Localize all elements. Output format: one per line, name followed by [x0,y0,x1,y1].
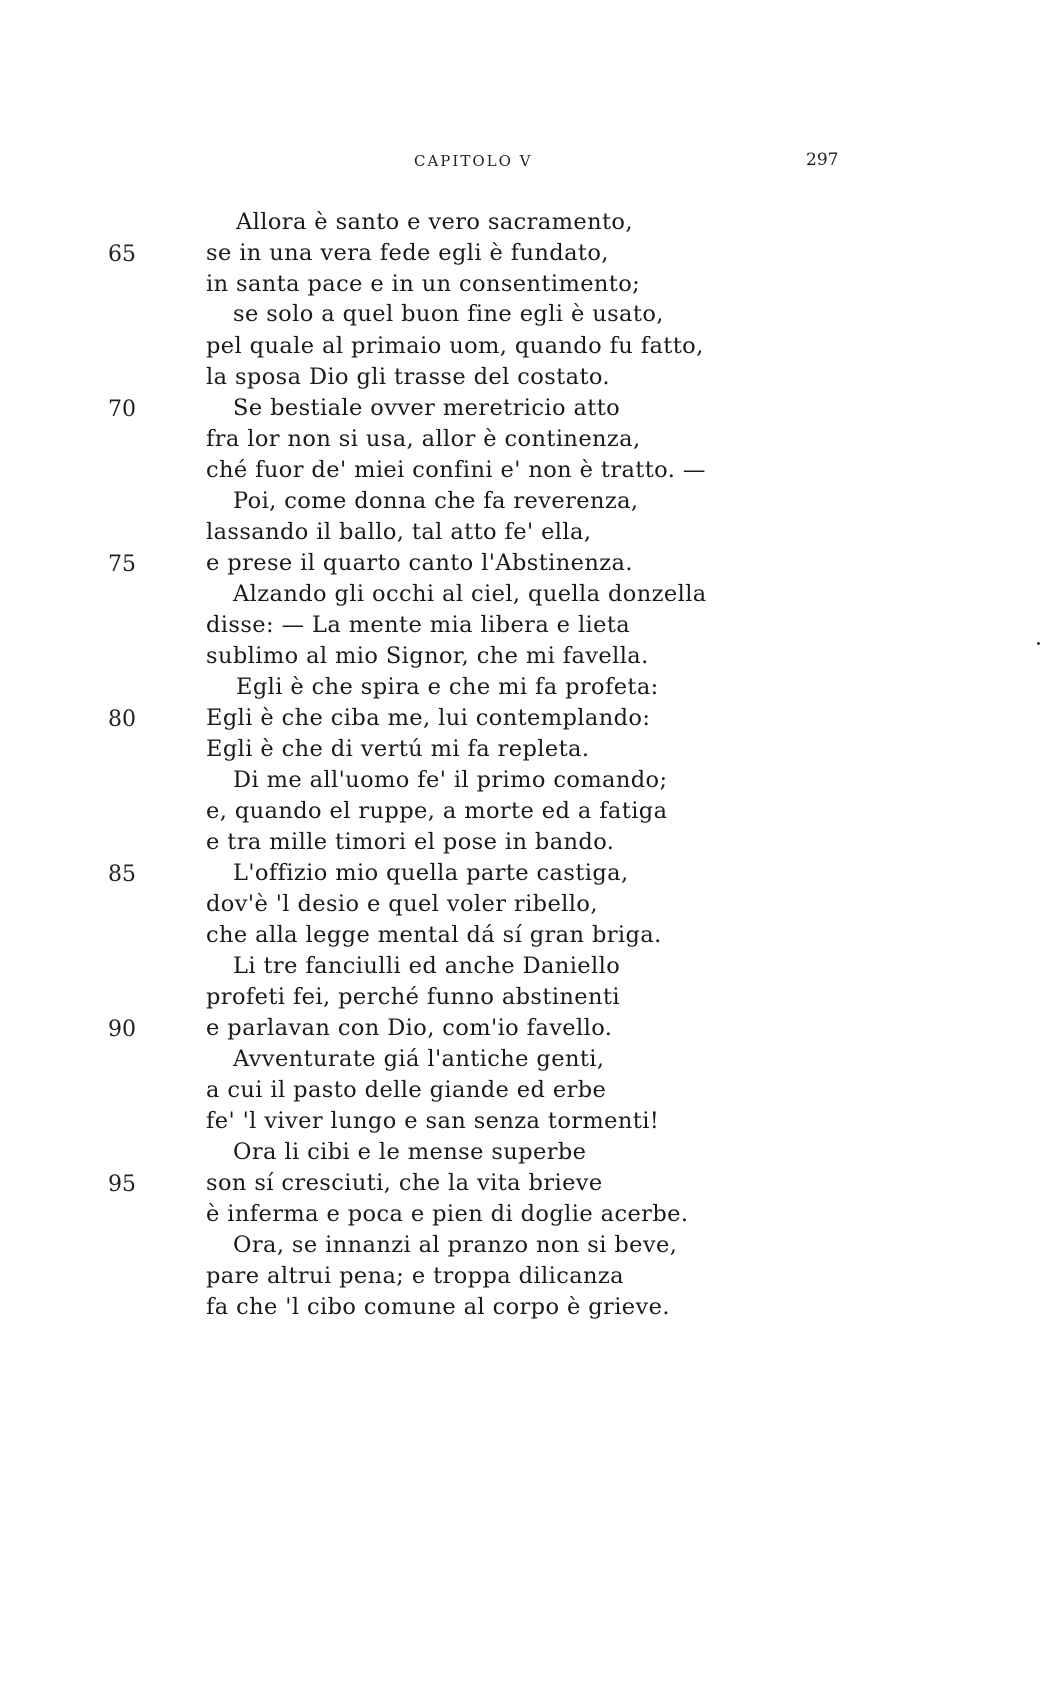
running-head: CAPITOLO V [414,152,533,170]
verse-line: Poi, come donna che fa reverenza, [233,488,639,514]
ink-speck [1037,642,1040,645]
page-number: 297 [806,150,839,170]
verse-line: dov'è 'l desio e quel voler ribello, [206,891,598,917]
verse-line: Egli è che di vertú mi fa repleta. [206,736,590,762]
verse-line: e prese il quarto canto l'Abstinenza. [206,550,633,576]
verse-line: Avventurate giá l'antiche genti, [233,1046,605,1072]
verse-line: Ora, se innanzi al pranzo non si beve, [233,1232,678,1258]
verse-line: Di me all'uomo fe' il primo comando; [233,767,668,793]
verse-line: e parlavan con Dio, com'io favello. [206,1015,613,1041]
line-number: 65 [108,242,136,267]
verse-line: disse: — La mente mia libera e lieta [206,612,631,638]
line-number: 85 [108,862,136,887]
verse-line: Egli è che ciba me, lui contemplando: [206,705,651,731]
verse-line: ché fuor de' miei confini e' non è tratto. — [206,457,706,483]
verse-line: profeti fei, perché funno abstinenti [206,984,620,1010]
verse-line: lassando il ballo, tal atto fe' ella, [206,519,592,545]
verse-line: se in una vera fede egli è fundato, [206,240,609,266]
verse-line: fa che 'l cibo comune al corpo è grieve. [206,1294,670,1320]
verse-line: Se bestiale ovver meretricio atto [233,395,621,421]
verse-line: e, quando el ruppe, a morte ed a fatiga [206,798,668,824]
verse-line: se solo a quel buon fine egli è usato, [233,301,664,327]
line-number: 70 [108,397,136,422]
verse-line: pel quale al primaio uom, quando fu fatto, [206,333,704,359]
verse-line: in santa pace e in un consentimento; [206,271,641,297]
verse-line: la sposa Dio gli trasse del costato. [206,364,610,390]
verse-line: e tra mille timori el pose in bando. [206,829,615,855]
verse-line: son sí cresciuti, che la vita brieve [206,1170,603,1196]
verse-line: sublimo al mio Signor, che mi favella. [206,643,649,669]
verse-line: è inferma e poca e pien di doglie acerbe. [206,1201,689,1227]
verse-line: Li tre fanciulli ed anche Daniello [233,953,621,979]
verse-line: Allora è santo e vero sacramento, [236,209,633,235]
line-number: 75 [108,552,136,577]
line-number: 90 [108,1017,136,1042]
verse-line: Ora li cibi e le mense superbe [233,1139,587,1165]
verse-line: che alla legge mental dá sí gran briga. [206,922,662,948]
line-number: 80 [108,707,136,732]
verse-line: Alzando gli occhi al ciel, quella donzella [233,581,707,607]
line-number: 95 [108,1172,136,1197]
verse-line: fe' 'l viver lungo e san senza tormenti! [206,1108,660,1134]
verse-line: Egli è che spira e che mi fa profeta: [236,674,659,700]
verse-line: pare altrui pena; e troppa dilicanza [206,1263,624,1289]
verse-line: L'offizio mio quella parte castiga, [233,860,629,886]
verse-line: fra lor non si usa, allor è continenza, [206,426,641,452]
verse-line: a cui il pasto delle giande ed erbe [206,1077,607,1103]
